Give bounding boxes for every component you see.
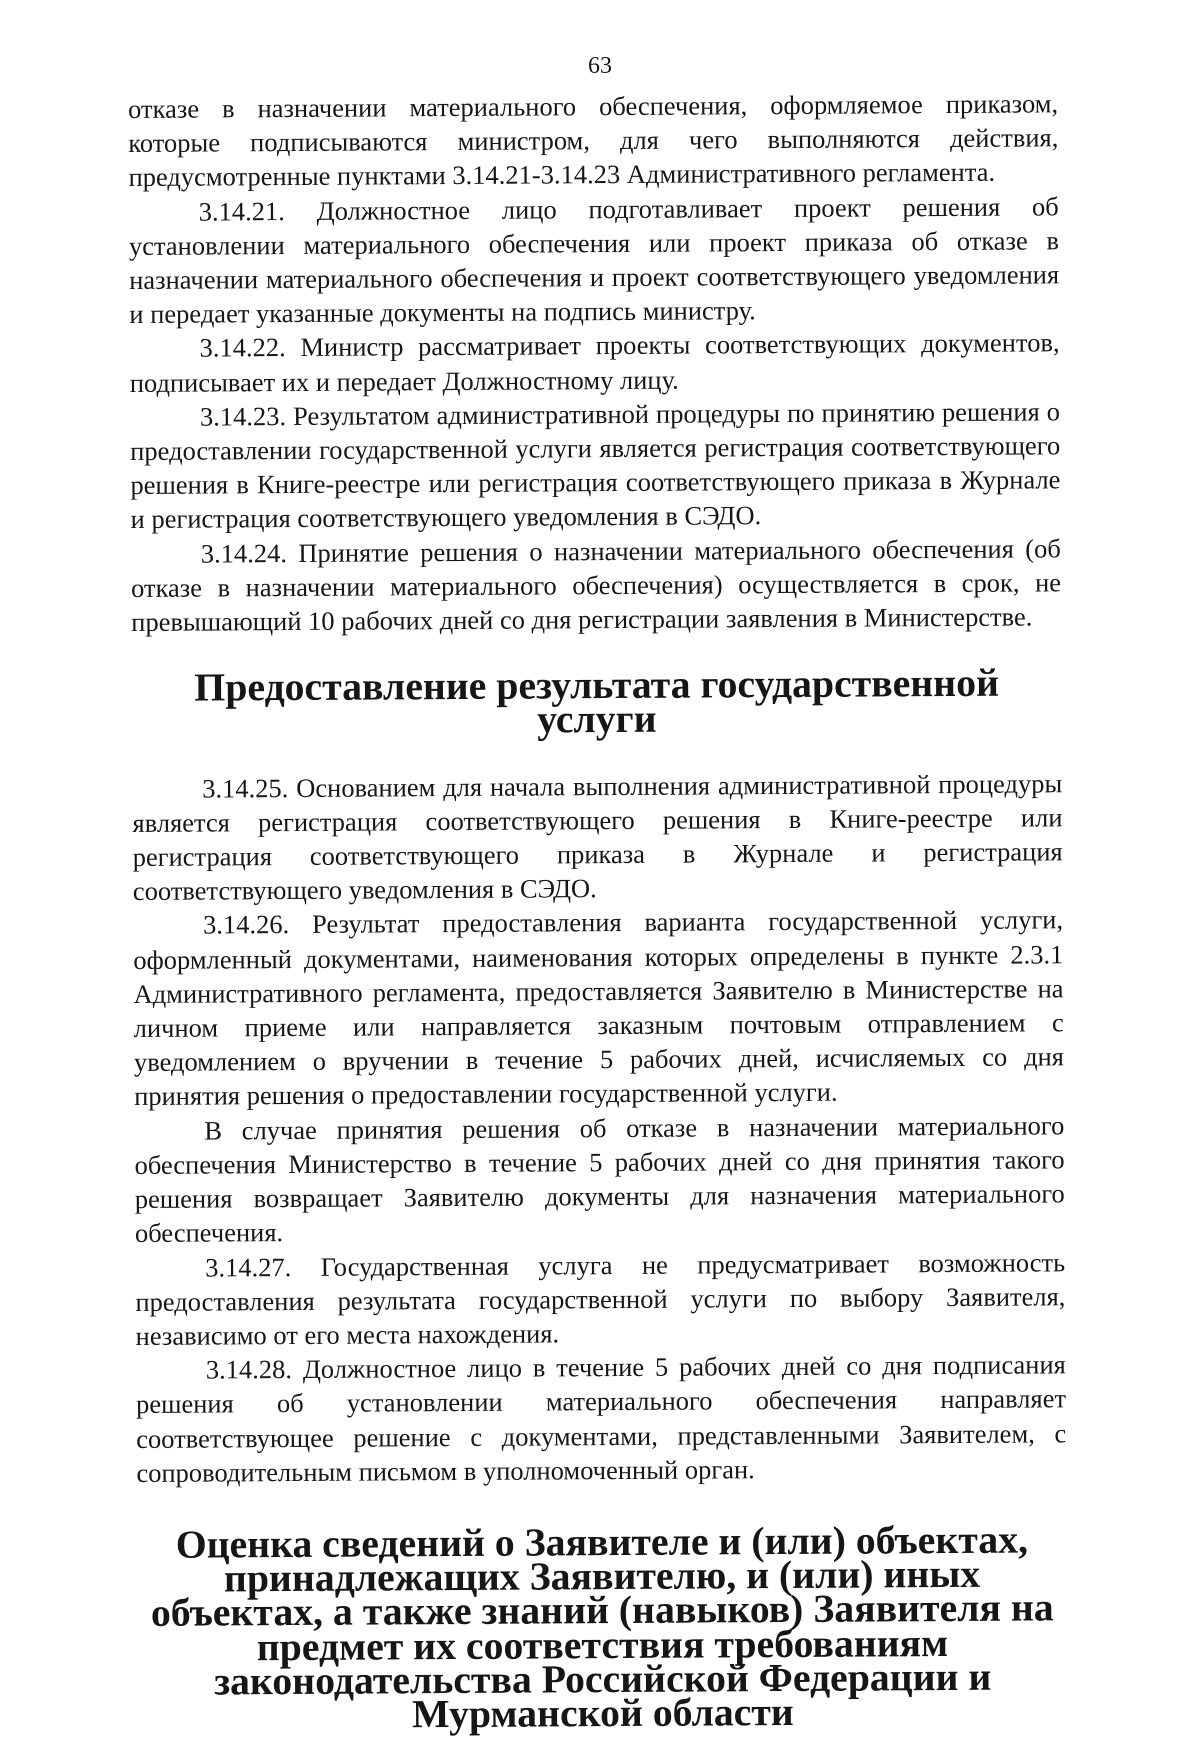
paragraph-3-14-27: 3.14.27. Государственная услуга не предусматривает возможность предоставления результата государственной услуги по выбору Заявителя, независимо от его места нахождения. — [135, 1246, 1066, 1351]
section-heading-assessment: Оценка сведений о Заявителе и (или) объектах, принадлежащих Заявителю, и (или) иных объектах, а также знаний (навыков) Заявителя на предмет их соответствия требованиям законодательства Российской Федерации и Мурманской области — [150, 1517, 1054, 1737]
section-heading-result: Предоставление результата государственной услуги — [194, 660, 1000, 742]
paragraph-3-14-28: 3.14.28. Должностное лицо в течение 5 рабочих дней со дня подписания решения об установлении материального обеспечения направляет соответствующее решение с документами, представленными Заявителем, с сопроводительным письмом в уполномоченный орган. — [135, 1349, 1067, 1488]
paragraph-3-14-25: 3.14.25. Основанием для начала выполнения административной процедуры является регистрация соответствующего решения в Книге-реестре или регистрация соответствующего приказа в Журнале и регистрация соответствующего уведомления в СЭДО. — [132, 767, 1063, 907]
paragraph-3-14-23: 3.14.23. Результатом административной процедуры по принятию решения о предоставлении государственной услуги является регистрация соответствующего решения в Книге-реестре или регистрация соответствующего приказа в Журнале и регистрация соответствующего уведомления в СЭДО. — [130, 396, 1061, 535]
document-body — [128, 86, 1068, 1737]
paragraph-refusal-case: В случае принятия решения об отказе в назначении материального обеспечения Министерство в течение 5 рабочих дней со дня принятия такого решения возвращает Заявителю документы для назначения материального обеспечения. — [134, 1109, 1065, 1249]
paragraph-3-14-24: 3.14.24. Принятие решения о назначении материального обеспечения (об отказе в назначении материального обеспечения) осуществляется в срок, не превышающий 10 рабочих дней со дня регистрации заявления в Министерстве. — [130, 532, 1062, 638]
paragraph-continuation: отказе в назначении материального обеспечения, оформляемое приказом, которые подписываются министром, для чего выполняются действия, предусмотренные пунктами 3.14.21-3.14.23 Административного регламента. — [128, 88, 1059, 193]
paragraph-3-14-26: 3.14.26. Результат предоставления варианта государственной услуги, оформленный документами, наименования которых определены в пункте 2.3.1 Административного регламента, предоставляется Заявителю в Министерстве на личном приеме или направляется заказным почтовым отправлением с уведомлением о вручении в течение 5 рабочих дней, исчисляемых со дня принятия решения о предоставлении государственной услуги. — [133, 904, 1065, 1112]
paragraph-3-14-21: 3.14.21. Должностное лицо подготавливает проект решения об установлении материального обеспечения или проект приказа об отказе в назначении материального обеспечения и проект соответствующего уведомления и передает указанные документы на подпись министру. — [128, 190, 1060, 330]
page-number: 63 — [588, 53, 612, 79]
paragraph-3-14-22: 3.14.22. Министр рассматривает проекты соответствующих документов, подписывает их и передает Должностному лицу. — [129, 327, 1060, 398]
